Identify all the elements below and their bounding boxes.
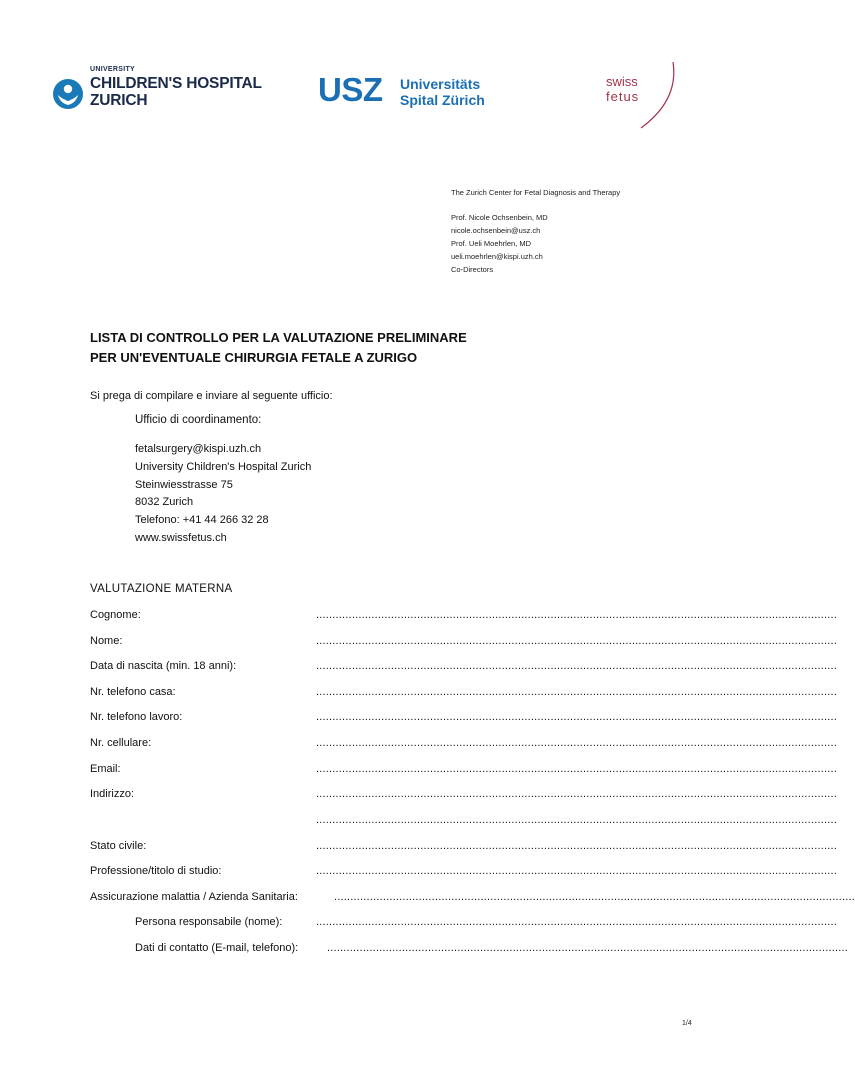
field-row-address-2: [90, 814, 837, 830]
document-title-line2: PER UN'EVENTUALE CHIRURGIA FETALE A ZURIGO: [90, 350, 418, 365]
fill-in-line[interactable]: ................................................................................................................................................................: [316, 763, 837, 775]
kispi-emblem-icon: [52, 78, 84, 110]
swissfetus-logo-line1: swiss: [606, 74, 638, 89]
director-1: Prof. Nicole Ochsenbein, MD: [451, 213, 548, 222]
field-label: Nr. telefono lavoro:: [90, 711, 183, 723]
directors-role: Co-Directors: [451, 265, 494, 274]
page-number: 1/4: [682, 1020, 692, 1027]
usz-logo: [318, 71, 498, 110]
fill-in-line[interactable]: ................................................................................................................................................................: [316, 635, 837, 647]
address-city: 8032 Zurich: [135, 496, 194, 509]
fill-in-line[interactable]: ................................................................................................................................................................: [316, 916, 837, 928]
field-row-address: [90, 788, 837, 804]
field-row-home-phone: [90, 686, 837, 702]
kispi-logo: [52, 66, 262, 110]
kispi-logo-university: UNIVERSITY: [90, 66, 136, 73]
field-label: Dati di contatto (E-mail, telefono):: [135, 942, 299, 954]
fill-in-line[interactable]: ................................................................................................................................................................: [316, 788, 837, 800]
usz-logo-line1: Universitäts: [400, 76, 481, 92]
field-row-surname: [90, 609, 837, 625]
fill-in-line[interactable]: ................................................................................................................................................................: [316, 660, 837, 672]
kispi-logo-city: ZURICH: [90, 92, 148, 109]
usz-logo-mark: USZ: [318, 71, 383, 108]
coordination-office-label: Ufficio di coordinamento:: [135, 414, 262, 426]
address-phone: Telefono: +41 44 266 32 28: [135, 514, 269, 527]
fill-in-line[interactable]: ................................................................................................................................................................: [316, 737, 837, 749]
address-institution: University Children's Hospital Zurich: [135, 460, 312, 473]
address-street: Steinwiesstrasse 75: [135, 478, 233, 491]
field-row-birthdate: [90, 660, 837, 676]
field-label: Stato civile:: [90, 840, 147, 852]
section-title-maternal: VALUTAZIONE MATERNA: [90, 583, 233, 595]
field-row-marital-status: [90, 840, 837, 856]
field-row-insurance: [90, 891, 855, 907]
field-label: Nr. telefono casa:: [90, 686, 176, 698]
fill-in-line[interactable]: ................................................................................................................................................................: [327, 942, 848, 954]
field-label: Persona responsabile (nome):: [135, 916, 283, 928]
document-title-line1: LISTA DI CONTROLLO PER LA VALUTAZIONE PRELIMINARE: [90, 330, 467, 345]
fill-in-line[interactable]: ................................................................................................................................................................: [316, 840, 837, 852]
instructions-text: Si prega di compilare e inviare al seguente ufficio:: [90, 390, 333, 402]
field-label: Data di nascita (min. 18 anni):: [90, 660, 237, 672]
fill-in-line[interactable]: ................................................................................................................................................................: [316, 865, 837, 877]
fill-in-line[interactable]: ................................................................................................................................................................: [316, 814, 837, 826]
director-1-email: nicole.ochsenbein@usz.ch: [451, 226, 541, 235]
director-2: Prof. Ueli Moehrlen, MD: [451, 239, 532, 248]
field-label: Indirizzo:: [90, 788, 135, 800]
center-name: The Zurich Center for Fetal Diagnosis and Therapy: [451, 188, 621, 197]
swissfetus-logo-line2: fetus: [606, 89, 640, 104]
field-row-work-phone: [90, 711, 837, 727]
director-2-email: ueli.moehrlen@kispi.uzh.ch: [451, 252, 543, 261]
address-email: fetalsurgery@kispi.uzh.ch: [135, 443, 262, 455]
coordination-address: [135, 441, 311, 548]
field-label: Cognome:: [90, 609, 141, 621]
document-title: [90, 328, 467, 368]
fill-in-line[interactable]: ................................................................................................................................................................: [316, 686, 837, 698]
field-label: Email:: [90, 763, 121, 775]
center-info: [451, 186, 620, 276]
field-row-email: [90, 763, 837, 779]
field-row-contact-details: [135, 942, 848, 958]
field-label: Nr. cellulare:: [90, 737, 152, 749]
field-row-profession: [90, 865, 837, 881]
fill-in-line[interactable]: ................................................................................................................................................................: [316, 711, 837, 723]
fill-in-line[interactable]: ................................................................................................................................................................: [334, 891, 855, 903]
field-label: Nome:: [90, 635, 123, 647]
swissfetus-logo: [603, 60, 683, 132]
field-row-responsible-person: [135, 916, 837, 932]
field-label: Professione/titolo di studio:: [90, 865, 222, 877]
usz-logo-line2: Spital Zürich: [400, 92, 485, 108]
kispi-logo-name: CHILDREN'S HOSPITAL: [90, 75, 262, 92]
field-label: Assicurazione malattia / Azienda Sanitaria:: [90, 891, 298, 903]
address-website: www.swissfetus.ch: [135, 531, 227, 544]
fill-in-line[interactable]: ................................................................................................................................................................: [316, 609, 837, 621]
field-row-mobile: [90, 737, 837, 753]
field-row-name: [90, 635, 837, 651]
